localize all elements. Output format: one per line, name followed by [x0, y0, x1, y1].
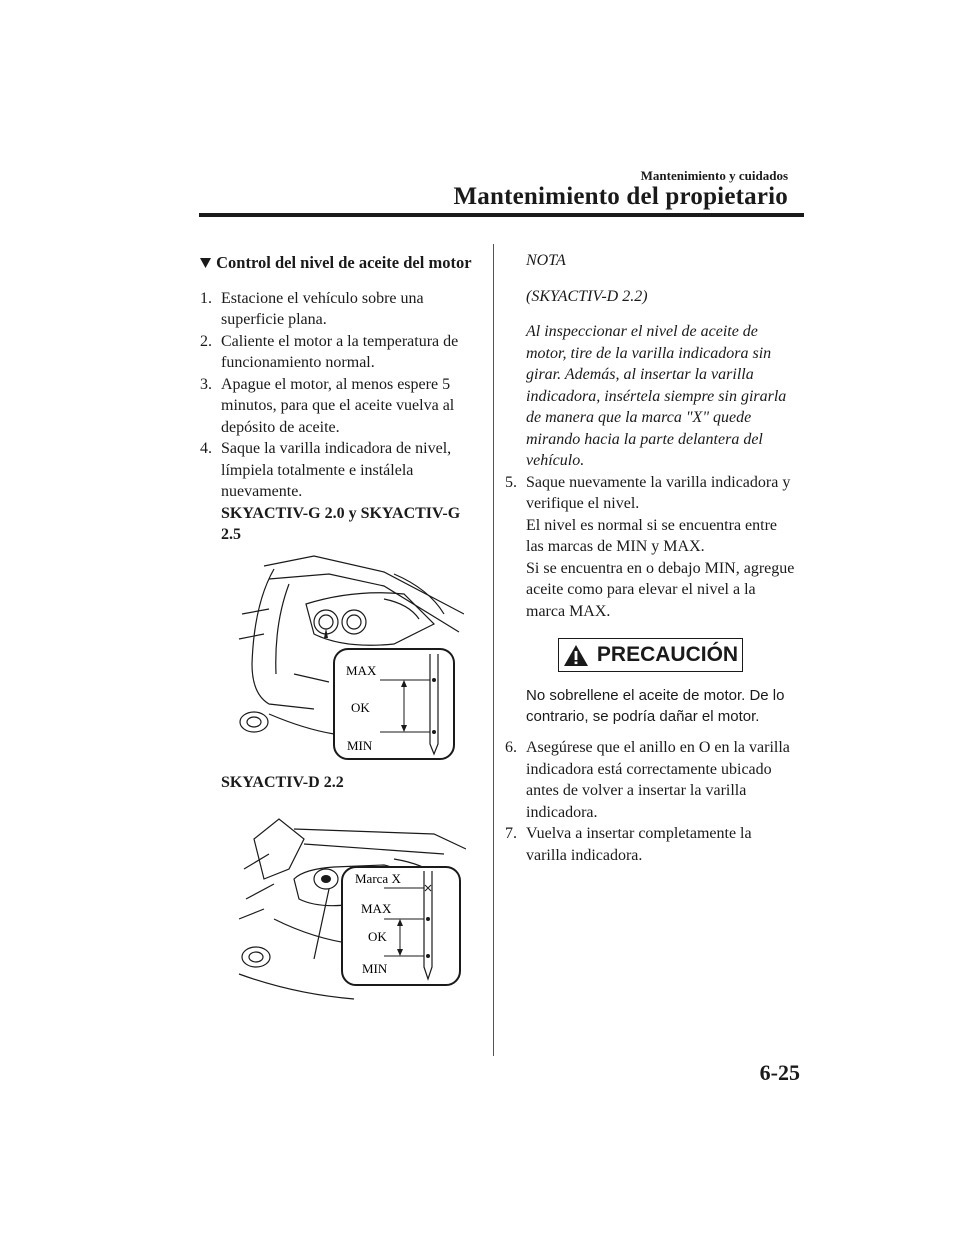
caution-label: PRECAUCIÓN — [596, 643, 739, 667]
label-ok: OK — [351, 699, 370, 715]
engine-illustration-d — [234, 809, 466, 1013]
list-item: 7. Vuelva a insertar completamente la varilla indicadora. — [505, 825, 752, 864]
dipstick-figure-g — [234, 554, 464, 766]
note-body: Al inspeccionar el nivel de aceite de motor, tire de la varilla indicadora sin girar. Además, al insertar la varilla indicadora, insértela siempre sin girarla de manera que la marca "X" quede mirando hacia la parte delantera del vehículo. — [526, 323, 787, 469]
list-item: 4. Saque la varilla indicadora de nivel, límpiela totalmente e instálela nuevamente. SKYACTIV-G 2.0 y SKYACTIV-G 2.5 — [200, 438, 480, 546]
steps-list — [505, 472, 795, 867]
caution-box — [558, 638, 743, 672]
engine-illustration-g — [234, 554, 464, 766]
list-item: 1. Estacione el vehículo sobre una superficie plana. — [200, 289, 424, 328]
caution-text: No sobrellene el aceite de motor. De lo contrario, se podría dañar el motor. — [526, 687, 785, 725]
section-title-small: Mantenimiento y cuidados — [640, 168, 788, 183]
engine-subheading-d: SKYACTIV-D 2.2 — [221, 773, 344, 791]
procedure-heading-text: Control del nivel de aceite del motor — [216, 253, 472, 272]
label-min: MIN — [347, 737, 373, 753]
dipstick-figure-d — [234, 809, 466, 1013]
triangle-down-icon — [200, 252, 212, 274]
label-min: MIN — [362, 961, 388, 976]
label-max: MAX — [346, 662, 377, 678]
steps-list — [200, 288, 480, 546]
column-divider — [493, 244, 494, 1056]
left-column — [200, 252, 480, 1013]
list-item: 5. Saque nuevamente la varilla indicadora y verifique el nivel. El nivel es normal si se encuentra entre las marcas de MIN y MAX. Si se encuentra en o debajo MIN, agregue aceite como para elevar el nivel a la marca MAX. PRECAUCIÓN No sobrellene el aceite de motor. De lo contrario, se podría dañar el motor. — [505, 473, 795, 725]
page-number: 6-25 — [759, 1060, 800, 1085]
list-item: 2. Caliente el motor a la temperatura de funcionamiento normal. — [200, 332, 459, 371]
procedure-heading — [200, 252, 480, 274]
engine-subheading-g: SKYACTIV-G 2.0 y SKYACTIV-G 2.5 — [221, 504, 461, 543]
header-rule — [199, 213, 804, 217]
note-title: NOTA — [526, 252, 566, 269]
warning-triangle-icon — [563, 644, 589, 667]
label-ok: OK — [368, 929, 387, 944]
list-item: 6. Asegúrese que el anillo en O en la varilla indicadora está correctamente ubicado antes de volver a insertar la varilla indicadora. — [505, 739, 790, 821]
label-marca-x: Marca X — [355, 871, 401, 886]
list-item: 3. Apague el motor, al menos espere 5 minutos, para que el aceite vuelva al depósito de aceite. — [200, 375, 455, 436]
note-subtitle: (SKYACTIV-D 2.2) — [526, 287, 648, 305]
section-title: Mantenimiento del propietario — [453, 183, 788, 210]
right-column — [505, 250, 795, 866]
label-max: MAX — [361, 901, 392, 916]
note-block — [505, 250, 795, 472]
